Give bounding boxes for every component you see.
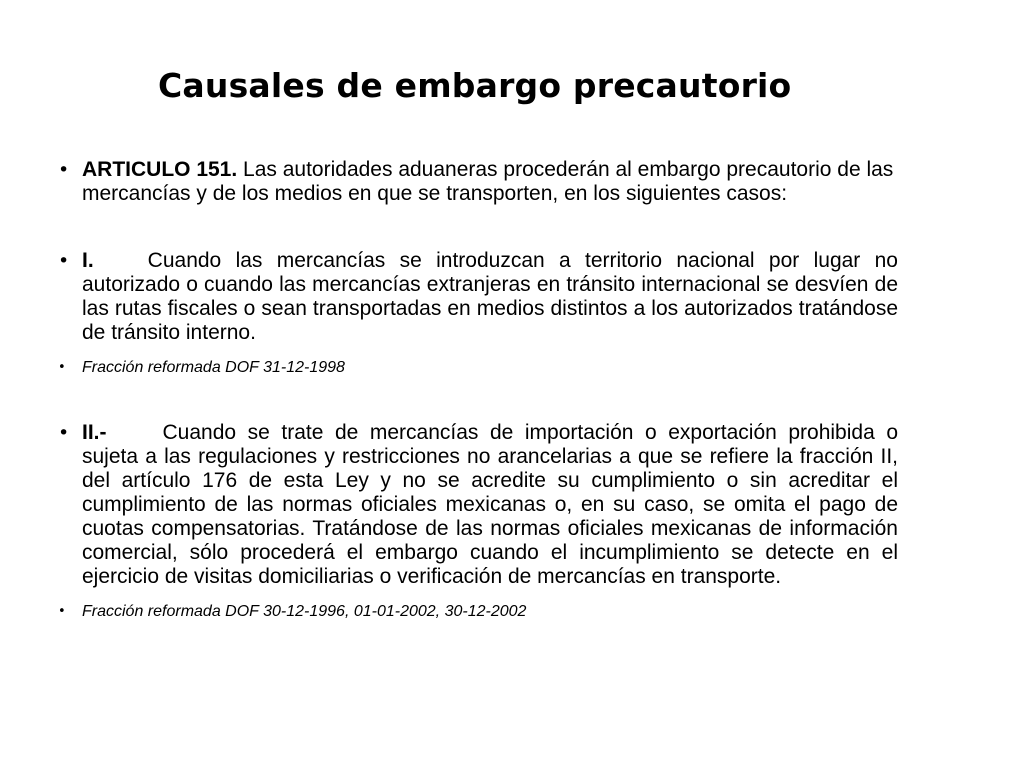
bullet-icon: • — [58, 422, 70, 444]
bullet-icon: • — [58, 360, 66, 375]
bullet-icon: • — [58, 159, 70, 181]
article-intro-text: Las autoridades aduaneras procederán al embargo precautorio de las mercancías y de los medios en que se transporten, en los siguientes casos: — [82, 158, 894, 205]
article-heading: ARTICULO 151. — [82, 158, 238, 181]
bullet-icon: • — [58, 250, 70, 272]
fraction-ii-text: Cuando se trate de mercancías de importación o exportación prohibida o sujeta a las regulaciones y restricciones no arancelarias a que se refiere la fracción II, del artículo 176 de esta Ley y no se acredite su cumplimiento o sin acreditar el cumplimiento de las normas oficiales mexicanas o, en su caso, se omita el pago de cuotas compensatorias. Tratándose de las normas oficiales mexicanas de información comercial, sólo procederá el embargo cuando el incumplimiento se detecte en el ejercicio de visitas domiciliarias o verificación de mercancías en transporte. — [82, 421, 898, 588]
bullet-article-151 — [58, 158, 898, 206]
fraction-ii-number: II.- — [82, 421, 107, 444]
slide-content — [58, 158, 898, 622]
bullet-fraction-i — [58, 249, 898, 345]
bullet-icon: • — [58, 604, 66, 619]
fraction-i-text: Cuando las mercancías se introduzcan a territorio nacional por lugar no autorizado o cuando las mercancías extranjeras en tránsito internacional se desvíen de las rutas fiscales o sean transportadas en medios distintos a los autorizados tratándose de tránsito interno. — [82, 249, 898, 344]
fraction-ii-reform-note: Fracción reformada DOF 30-12-1996, 01-01-2002, 30-12-2002 — [82, 603, 527, 620]
fraction-i-reform-note: Fracción reformada DOF 31-12-1998 — [82, 359, 345, 376]
slide-title: Causales de embargo precautorio — [158, 66, 792, 105]
bullet-note-fraction-ii — [58, 602, 898, 622]
fraction-i-number: I. — [82, 249, 94, 272]
bullet-note-fraction-i — [58, 358, 898, 378]
bullet-fraction-ii — [58, 421, 898, 589]
